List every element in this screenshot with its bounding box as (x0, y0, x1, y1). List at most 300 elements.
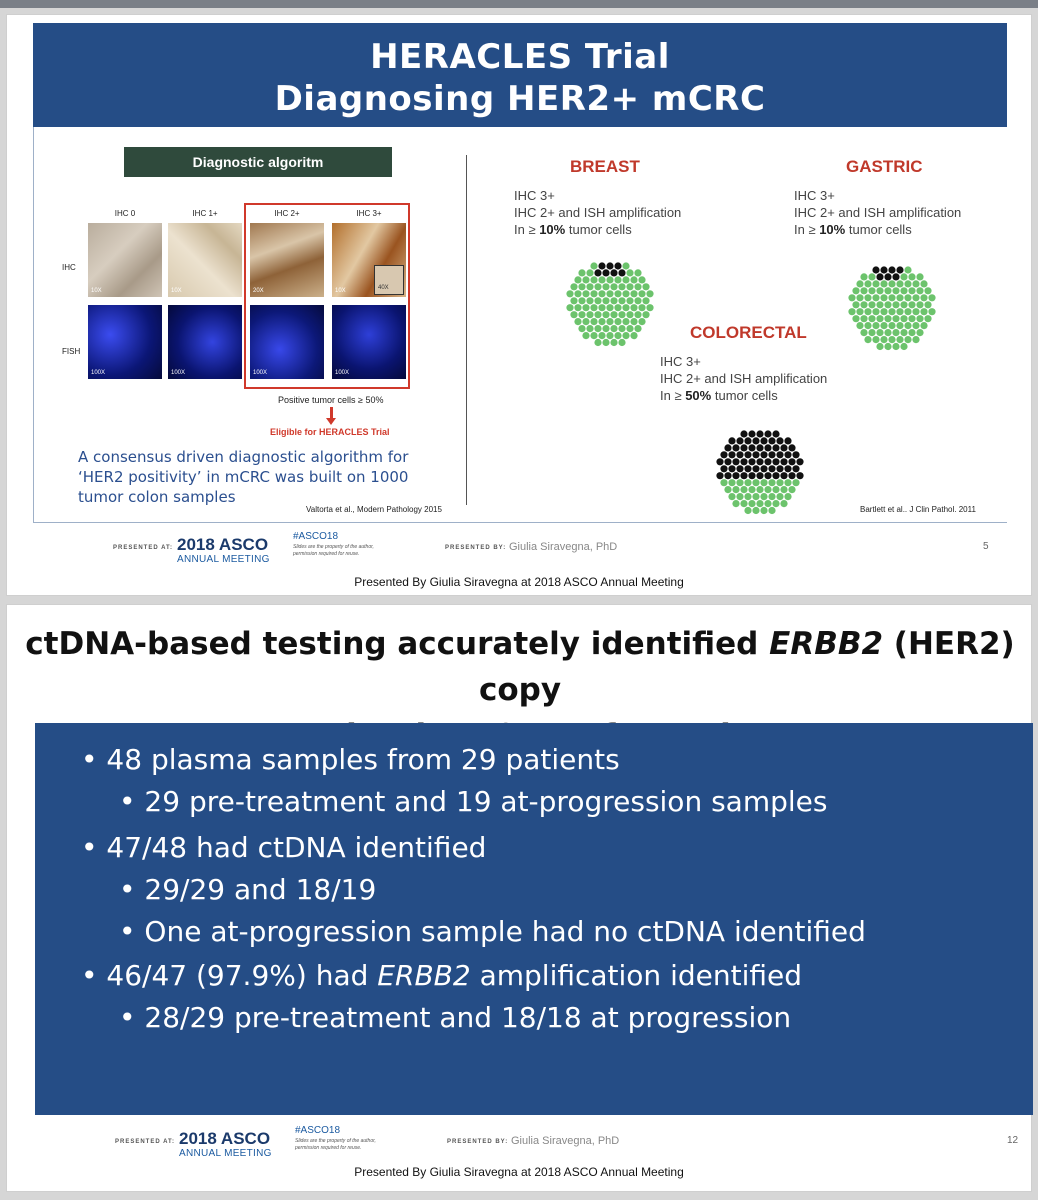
cell-dot (574, 304, 581, 311)
cell-dot (920, 294, 927, 301)
cell-dot (756, 472, 763, 479)
cell-dot (884, 273, 891, 280)
cell-dot (872, 308, 879, 315)
cell-dot (888, 322, 895, 329)
cell-dot (776, 437, 783, 444)
cell-dot (916, 301, 923, 308)
cell-dot (888, 280, 895, 287)
cell-dot (594, 269, 601, 276)
cell-dot (566, 290, 573, 297)
cell-dot (590, 262, 597, 269)
cell-dot (736, 465, 743, 472)
cell-dot (788, 444, 795, 451)
cell-dot (868, 329, 875, 336)
ihc0-image: 10X (88, 223, 162, 297)
cell-dot (864, 322, 871, 329)
cell-dot (784, 493, 791, 500)
cell-dot (904, 266, 911, 273)
presented-at-label: PRESENTED AT: (115, 1139, 176, 1145)
presented-by-label: PRESENTED BY: (445, 545, 507, 551)
cell-dot (876, 315, 883, 322)
slide1-footer (33, 523, 1007, 567)
cell-dot (638, 318, 645, 325)
cell-dot (590, 290, 597, 297)
cell-dot (634, 325, 641, 332)
cell-dot (856, 294, 863, 301)
cell-dot (586, 311, 593, 318)
slide1-title-line1: HERACLES Trial (370, 37, 670, 77)
slide-heracles (6, 14, 1032, 596)
cell-dot (924, 315, 931, 322)
cell-dot (908, 301, 915, 308)
cell-dot (744, 479, 751, 486)
cell-dot (638, 290, 645, 297)
presented-by-label: PRESENTED BY: (447, 1139, 509, 1145)
row-label-ihc: IHC (62, 263, 76, 272)
cell-dot (618, 269, 625, 276)
cell-dot (586, 269, 593, 276)
cell-dot (720, 479, 727, 486)
cell-dot (760, 493, 767, 500)
slide1-body (33, 127, 1007, 523)
cell-dot (772, 486, 779, 493)
cell-dot (610, 325, 617, 332)
cell-dot (904, 322, 911, 329)
slide2-footer (35, 1117, 1033, 1167)
cell-dot (888, 294, 895, 301)
cell-dot (586, 297, 593, 304)
cell-dot (852, 301, 859, 308)
cell-dot (872, 294, 879, 301)
eligible-note: Eligible for HERACLES Trial (270, 427, 390, 437)
cell-dot (772, 430, 779, 437)
cell-dot (892, 315, 899, 322)
slides-note: Slides are the property of the author, permission required for reuse. (293, 544, 374, 557)
column-label-ihc2: IHC 2+ (274, 209, 300, 218)
cell-dot (884, 301, 891, 308)
cell-dot (626, 297, 633, 304)
cell-dot (776, 493, 783, 500)
cell-dot (860, 301, 867, 308)
cell-dot (586, 283, 593, 290)
cell-dot (736, 451, 743, 458)
cell-dot (912, 322, 919, 329)
cell-dot (780, 444, 787, 451)
cell-dot (900, 273, 907, 280)
cell-dot (780, 486, 787, 493)
cell-dot (724, 444, 731, 451)
cell-dot (728, 437, 735, 444)
cell-dot (610, 297, 617, 304)
cell-dot (622, 262, 629, 269)
cell-dot (748, 486, 755, 493)
bullet-pretreatment: • 29 pre-treatment and 19 at-progression samples (119, 785, 828, 818)
cell-dot (864, 308, 871, 315)
cell-dot (566, 304, 573, 311)
cell-dot (578, 311, 585, 318)
cell-dot (638, 304, 645, 311)
cell-dot (614, 304, 621, 311)
slide-number: 12 (1007, 1135, 1019, 1146)
cell-dot (876, 329, 883, 336)
cell-dot (848, 308, 855, 315)
cell-dot (622, 318, 629, 325)
cell-dot (614, 332, 621, 339)
cell-dot (888, 308, 895, 315)
hashtag: #ASCO18 (295, 1125, 341, 1136)
cell-dot (602, 297, 609, 304)
cell-dot (642, 297, 649, 304)
cell-dot (748, 472, 755, 479)
bullet-29-29: • 29/29 and 18/19 (119, 873, 377, 906)
cell-dot (908, 287, 915, 294)
cell-dot (602, 283, 609, 290)
cell-dot (896, 308, 903, 315)
cell-dot (928, 294, 935, 301)
breast-criteria: IHC 3+ IHC 2+ and ISH amplification In ≥ 10% tumor cells (514, 188, 682, 237)
cell-dot (860, 315, 867, 322)
cell-dot (618, 325, 625, 332)
fish2-image: 100X (250, 305, 324, 379)
column-label-ihc3: IHC 3+ (356, 209, 382, 218)
cell-dot (724, 486, 731, 493)
colorectal-criteria: IHC 3+ IHC 2+ and ISH amplification In ≥ 50% tumor cells (660, 354, 828, 403)
cell-dot (736, 437, 743, 444)
cell-dot (614, 262, 621, 269)
cell-dot (732, 500, 739, 507)
cell-dot (904, 280, 911, 287)
cell-dot (764, 472, 771, 479)
cell-dot (740, 486, 747, 493)
cell-dot (896, 294, 903, 301)
consensus-text: A consensus driven diagnostic algorithm for ‘HER2 positivity’ in mCRC was built on 1000 tumor colon samples (78, 448, 409, 506)
cell-dot (716, 472, 723, 479)
cell-dot (792, 465, 799, 472)
cell-dot (594, 297, 601, 304)
cell-dot (876, 301, 883, 308)
cell-dot (764, 430, 771, 437)
breast-title: BREAST (570, 157, 640, 176)
cell-dot (618, 283, 625, 290)
cell-dot (756, 486, 763, 493)
cell-dot (634, 297, 641, 304)
cell-dot (622, 332, 629, 339)
cell-dot (784, 451, 791, 458)
ihc2-image: 20X (250, 223, 324, 297)
cell-dot (732, 458, 739, 465)
cell-dot (756, 500, 763, 507)
cell-dot (578, 297, 585, 304)
fish1-image: 100X (168, 305, 242, 379)
cell-dot (610, 269, 617, 276)
cell-dot (912, 336, 919, 343)
cell-dot (864, 336, 871, 343)
cell-dot (892, 329, 899, 336)
cell-dot (920, 280, 927, 287)
cell-dot (626, 311, 633, 318)
cell-dot (622, 276, 629, 283)
cell-dot (904, 336, 911, 343)
cell-dot (626, 283, 633, 290)
colorectal-title: COLORECTAL (690, 323, 807, 342)
cell-dot (784, 437, 791, 444)
cell-dot (876, 287, 883, 294)
cell-dot (912, 294, 919, 301)
presenter-name: Giulia Siravegna, PhD (509, 541, 618, 553)
cell-dot (748, 500, 755, 507)
cell-dot (606, 276, 613, 283)
cell-dot (744, 493, 751, 500)
cell-dot (646, 290, 653, 297)
asco-logo: 2018 ASCO (179, 1129, 271, 1148)
ihc3-image: 10X 40X (332, 223, 406, 297)
cell-dot (768, 479, 775, 486)
cell-dot (602, 311, 609, 318)
cell-dot (626, 325, 633, 332)
presented-at-label: PRESENTED AT: (113, 545, 174, 551)
cell-dot (888, 266, 895, 273)
cell-dot (728, 465, 735, 472)
cell-dot (582, 304, 589, 311)
diagnostic-algorithm-label: Diagnostic algoritm (124, 147, 392, 177)
cell-dot (570, 283, 577, 290)
gastric-cell-cluster (834, 259, 950, 355)
cell-dot (912, 280, 919, 287)
cell-dot (642, 311, 649, 318)
cell-dot (594, 311, 601, 318)
cell-dot (864, 294, 871, 301)
cell-dot (594, 283, 601, 290)
cell-dot (740, 458, 747, 465)
cell-dot (752, 451, 759, 458)
cell-dot (582, 290, 589, 297)
cell-dot (856, 308, 863, 315)
positive-cells-note: Positive tumor cells ≥ 50% (278, 395, 384, 405)
cell-dot (880, 280, 887, 287)
cell-dot (900, 329, 907, 336)
ihc3-inset-image: 40X (374, 265, 404, 295)
cell-dot (744, 437, 751, 444)
cell-dot (872, 266, 879, 273)
column-label-ihc0: IHC 0 (114, 209, 136, 218)
cell-dot (590, 304, 597, 311)
cell-dot (928, 308, 935, 315)
cell-dot (916, 287, 923, 294)
cell-dot (570, 311, 577, 318)
cell-dot (776, 465, 783, 472)
slide2-content-box (35, 723, 1033, 1115)
cell-dot (642, 283, 649, 290)
cell-dot (736, 493, 743, 500)
cell-dot (772, 500, 779, 507)
cell-dot (602, 269, 609, 276)
cell-dot (614, 276, 621, 283)
cell-dot (792, 479, 799, 486)
cell-dot (900, 301, 907, 308)
cell-dot (924, 301, 931, 308)
cell-dot (594, 339, 601, 346)
cell-dot (880, 336, 887, 343)
cell-dot (752, 493, 759, 500)
cell-dot (916, 329, 923, 336)
cell-dot (768, 437, 775, 444)
annual-meeting-label: ANNUAL MEETING (177, 554, 270, 565)
top-bar (0, 0, 1038, 8)
cell-dot (780, 500, 787, 507)
cell-dot (860, 329, 867, 336)
cell-dot (872, 322, 879, 329)
cell-dot (610, 339, 617, 346)
cell-dot (606, 304, 613, 311)
cell-dot (772, 458, 779, 465)
cell-dot (602, 325, 609, 332)
slide2-caption: Presented By Giulia Siravegna at 2018 ASCO Annual Meeting (354, 1165, 684, 1179)
cell-dot (892, 343, 899, 350)
asco-logo: 2018 ASCO (177, 535, 269, 554)
cell-dot (724, 458, 731, 465)
citation-bartlett: Bartlett et al.. J Clin Pathol. 2011 (860, 505, 976, 514)
cell-dot (716, 458, 723, 465)
cell-dot (864, 280, 871, 287)
cell-dot (924, 287, 931, 294)
cell-dot (784, 465, 791, 472)
cell-dot (896, 336, 903, 343)
cell-dot (884, 315, 891, 322)
cell-dot (904, 294, 911, 301)
cell-dot (772, 444, 779, 451)
cell-dot (634, 311, 641, 318)
cell-dot (892, 287, 899, 294)
cell-dot (896, 266, 903, 273)
cell-dot (748, 430, 755, 437)
cell-dot (602, 339, 609, 346)
fish0-image: 100X (88, 305, 162, 379)
slide-ctdna (6, 604, 1032, 1192)
cell-dot (744, 451, 751, 458)
cell-dot (610, 311, 617, 318)
cell-dot (896, 280, 903, 287)
cell-dot (880, 308, 887, 315)
cell-dot (880, 266, 887, 273)
cell-dot (868, 301, 875, 308)
cell-dot (598, 276, 605, 283)
cell-dot (884, 329, 891, 336)
cell-dot (756, 430, 763, 437)
cell-dot (614, 290, 621, 297)
cell-dot (872, 336, 879, 343)
cell-dot (788, 458, 795, 465)
cell-dot (752, 479, 759, 486)
cell-dot (764, 486, 771, 493)
cell-dot (618, 339, 625, 346)
cell-dot (598, 304, 605, 311)
cell-dot (788, 472, 795, 479)
cell-dot (728, 451, 735, 458)
cell-dot (728, 479, 735, 486)
cell-dot (872, 280, 879, 287)
slide-number: 5 (983, 541, 989, 552)
cell-dot (736, 479, 743, 486)
cell-dot (920, 322, 927, 329)
hashtag: #ASCO18 (293, 531, 339, 542)
cell-dot (574, 318, 581, 325)
cell-dot (574, 290, 581, 297)
cell-dot (892, 301, 899, 308)
cell-dot (876, 343, 883, 350)
cell-dot (610, 283, 617, 290)
slides-note: Slides are the property of the author, permission required for reuse. (295, 1138, 376, 1151)
cell-dot (614, 318, 621, 325)
annual-meeting-label: ANNUAL MEETING (179, 1148, 272, 1159)
cell-dot (752, 465, 759, 472)
cell-dot (796, 472, 803, 479)
cell-dot (724, 472, 731, 479)
cell-dot (622, 290, 629, 297)
cell-dot (860, 287, 867, 294)
cell-dot (634, 269, 641, 276)
cell-dot (646, 304, 653, 311)
cell-dot (760, 479, 767, 486)
cell-dot (744, 465, 751, 472)
cell-dot (740, 472, 747, 479)
cell-dot (582, 276, 589, 283)
colorectal-cell-cluster (702, 423, 818, 519)
cell-dot (590, 276, 597, 283)
cell-dot (630, 290, 637, 297)
cell-dot (582, 318, 589, 325)
bullet-28-29: • 28/29 pre-treatment and 18/18 at progression (119, 1001, 792, 1034)
cell-dot (912, 308, 919, 315)
cell-dot (868, 315, 875, 322)
cell-dot (768, 451, 775, 458)
cell-dot (634, 283, 641, 290)
cell-dot (916, 315, 923, 322)
cell-dot (764, 500, 771, 507)
bullet-plasma-samples: • 48 plasma samples from 29 patients (81, 743, 620, 776)
cell-dot (772, 472, 779, 479)
cell-dot (756, 458, 763, 465)
cell-dot (598, 290, 605, 297)
row-label-fish: FISH (62, 347, 81, 356)
cell-dot (884, 287, 891, 294)
cell-dot (796, 458, 803, 465)
slide1-caption: Presented By Giulia Siravegna at 2018 ASCO Annual Meeting (354, 575, 684, 589)
cell-dot (764, 458, 771, 465)
cell-dot (880, 322, 887, 329)
cell-dot (622, 304, 629, 311)
cell-dot (740, 500, 747, 507)
cell-dot (618, 297, 625, 304)
cell-dot (916, 273, 923, 280)
cell-dot (574, 276, 581, 283)
cell-dot (760, 507, 767, 514)
cell-dot (578, 283, 585, 290)
fish3-image: 100X (332, 305, 406, 379)
cell-dot (900, 315, 907, 322)
bullet-no-ctdna: • One at-progression sample had no ctDNA identified (119, 915, 866, 948)
ihc1-image: 10X (168, 223, 242, 297)
cell-dot (764, 444, 771, 451)
cell-dot (768, 465, 775, 472)
cell-dot (582, 332, 589, 339)
presenter-name: Giulia Siravegna, PhD (511, 1135, 620, 1147)
positive-selection-frame (244, 203, 410, 389)
cell-dot (752, 507, 759, 514)
column-label-ihc1: IHC 1+ (192, 209, 218, 218)
breast-cell-cluster (552, 255, 668, 351)
cell-dot (900, 287, 907, 294)
cell-dot (732, 486, 739, 493)
